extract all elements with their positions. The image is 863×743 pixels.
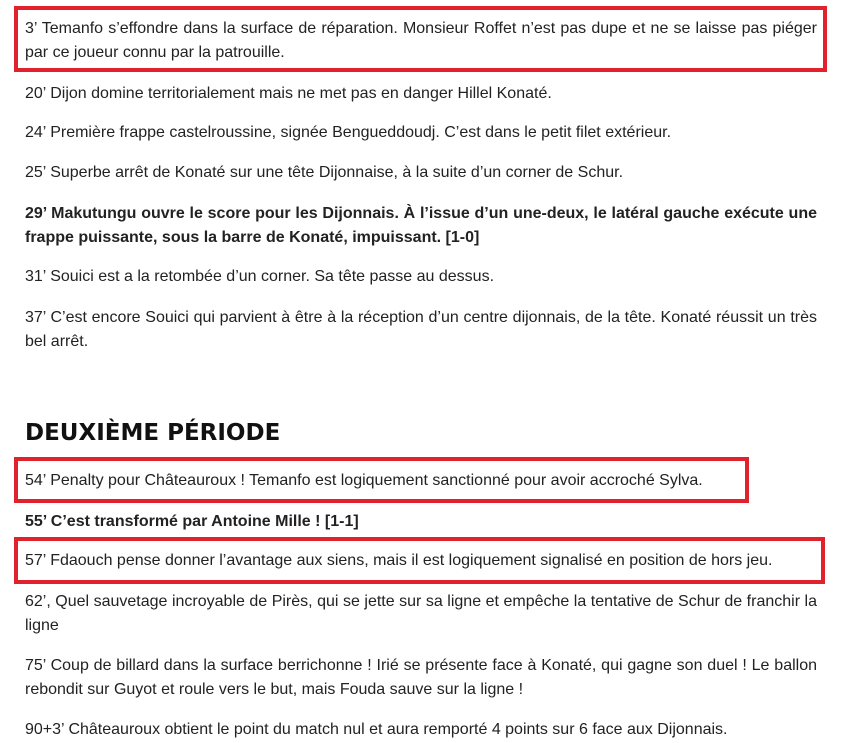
event-31min: 31’ Souici est a la retombée d’un corner. Sa tête passe au dessus. bbox=[25, 268, 495, 285]
event-57min: 57’ Fdaouch pense donner l’avantage aux siens, mais il est logiquement signalisé en position de hors jeu. bbox=[25, 552, 773, 569]
event-25min: 25’ Superbe arrêt de Konaté sur une tête Dijonnaise, à la suite d’un corner de Schur. bbox=[25, 164, 624, 181]
event-37min: 37’ C’est encore Souici qui parvient à être à la réception d’un centre dijonnais, de la tête. Konaté réussit un très bel arrêt. bbox=[25, 309, 817, 350]
section-title-second-half: DEUXIÈME PÉRIODE bbox=[25, 420, 281, 446]
event-20min: 20’ Dijon domine territorialement mais ne met pas en danger Hillel Konaté. bbox=[25, 85, 552, 102]
event-75min: 75’ Coup de billard dans la surface berrichonne ! Irié se présente face à Konaté, qui gagne son duel ! Le ballon rebondit sur Guyot et roule vers le but, mais Fouda sauve sur la ligne ! bbox=[25, 657, 817, 698]
event-54min: 54’ Penalty pour Châteauroux ! Temanfo est logiquement sanctionné pour avoir accroché Sylva. bbox=[25, 472, 703, 489]
event-3min: 3’ Temanfo s’effondre dans la surface de réparation. Monsieur Roffet n’est pas dupe et ne se laisse pas piéger par ce joueur connu par la patrouille. bbox=[25, 20, 817, 61]
event-24min: 24’ Première frappe castelroussine, signée Bengueddoudj. C’est dans le petit filet extérieur. bbox=[25, 124, 672, 141]
event-29min-goal: 29’ Makutungu ouvre le score pour les Dijonnais. À l’issue d’un une-deux, le latéral gauche exécute une frappe puissante, sous la barre de Konaté, impuissant. [1-0] bbox=[25, 205, 817, 246]
event-62min: 62’, Quel sauvetage incroyable de Pirès, qui se jette sur sa ligne et empêche la tentative de Schur de franchir la ligne bbox=[25, 593, 817, 634]
event-55min-goal: 55’ C’est transformé par Antoine Mille ! [1-1] bbox=[25, 513, 359, 530]
event-90min: 90+3’ Châteauroux obtient le point du match nul et aura remporté 4 points sur 6 face aux Dijonnais. bbox=[25, 721, 728, 738]
